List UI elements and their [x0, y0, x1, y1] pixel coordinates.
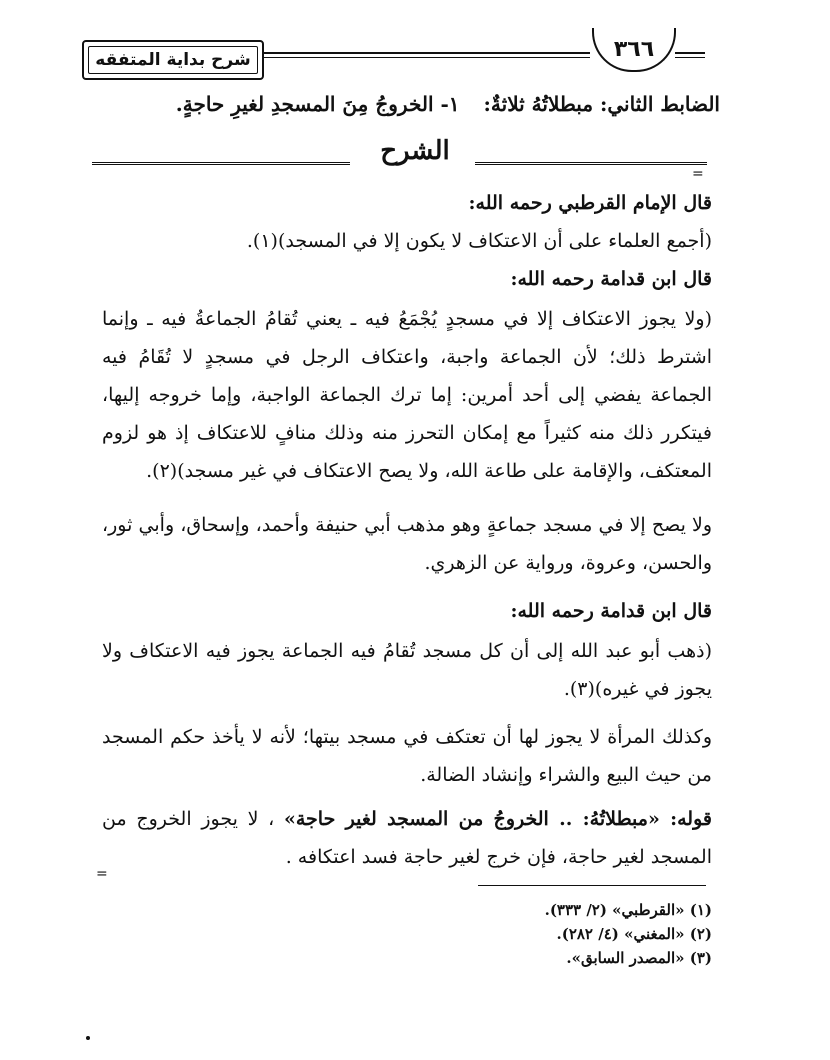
paragraph-ibn-qudama-quote-2: (ذهب أبو عبد الله إلى أن كل مسجد تُقامُ فيه الجماعة يجوز فيه الاعتكاف ولا يجوز في غيره)(٣).: [102, 640, 712, 700]
book-title-inner-frame: [88, 46, 258, 74]
footnote-1: (١) «القرطبي» (٢/ ٣٣٣).: [544, 901, 712, 919]
final-lead: قوله: «مبطلاتُهُ: .. الخروجُ من المسجد لغير حاجة»: [284, 808, 712, 830]
footnote-rule: [478, 885, 706, 886]
footnote-2: (٢) «المغني» (٤/ ٢٨٢).: [556, 925, 712, 943]
rule-mark: =: [692, 166, 704, 182]
paragraph-qurtubi-intro: قال الإمام القرطبي رحمه الله:: [468, 192, 712, 214]
header-rule: [262, 52, 590, 54]
paragraph-ibn-qudama-intro: قال ابن قدامة رحمه الله:: [510, 268, 712, 290]
rule-mark-bottom: =: [96, 866, 108, 882]
chapter-heading: [100, 92, 720, 116]
paragraph-ibn-qudama-intro-2: قال ابن قدامة رحمه الله:: [510, 600, 712, 622]
paragraph-woman: وكذلك المرأة لا يجوز لها أن تعتكف في مسجد بيتها؛ لأنه لا يأخذ حكم المسجد من حيث البيع والشراء وإنشاد الضالة.: [102, 726, 712, 786]
heading-part-2: ١- الخروجُ مِنَ المسجدِ لغيرِ حاجةٍ.: [175, 92, 460, 116]
book-title: شرح بداية المتفقه: [95, 50, 251, 70]
header-rule-right: [675, 52, 705, 54]
page-number-badge: [592, 28, 676, 72]
paragraph-qurtubi-quote: (أجمع العلماء على أن الاعتكاف لا يكون إلا في المسجد)(١).: [246, 230, 712, 252]
footnote-3: (٣) «المصدر السابق».: [566, 949, 712, 967]
section-title: الشرح: [380, 136, 450, 166]
paragraph-ibn-qudama-quote: (ولا يجوز الاعتكاف إلا في مسجدٍ يُجْمَعُ فيه ـ يعني تُقامُ الجماعةُ فيه ـ وإنما اشترط ذلك؛ لأن الجماعة واجبة، واعتكاف الرجل في مسجدٍ لا تُقَامُ فيه الجماعة يفضي إلى أحد أمرين: إما ترك الجماعة الواجبة، وإما خروجه إليها، فيتكرر ذلك منه كثيراً مع إمكان التحرز منه وذلك منافٍ للاعتكاف إذ هو لزوم المعتكف، والإقامة على طاعة الله، ولا يصح الاعتكاف في غير مسجد)(٢).: [102, 308, 712, 482]
section-rule-right: [475, 162, 707, 165]
header-rule-right-thin: [675, 57, 705, 58]
section-rule-left: [92, 162, 350, 165]
page-dot: [86, 1036, 90, 1040]
book-title-frame: [82, 40, 264, 80]
paragraph-final: [102, 800, 712, 876]
paragraph-madhhab: ولا يصح إلا في مسجد جماعةٍ وهو مذهب أبي حنيفة وأحمد، وإسحاق، وأبي ثور، والحسن، وعروة، ورواية عن الزهري.: [102, 514, 712, 574]
heading-part-1: الضابط الثاني: مبطلاتُهُ ثلاثةٌ:: [483, 92, 720, 116]
page-number: ٣٦٦: [613, 36, 655, 62]
final-rest: ، لا يجوز الخروج من المسجد لغير حاجة، فإن خرج لغير حاجة فسد اعتكافه .: [102, 808, 712, 868]
header-rule-thin: [262, 57, 590, 58]
